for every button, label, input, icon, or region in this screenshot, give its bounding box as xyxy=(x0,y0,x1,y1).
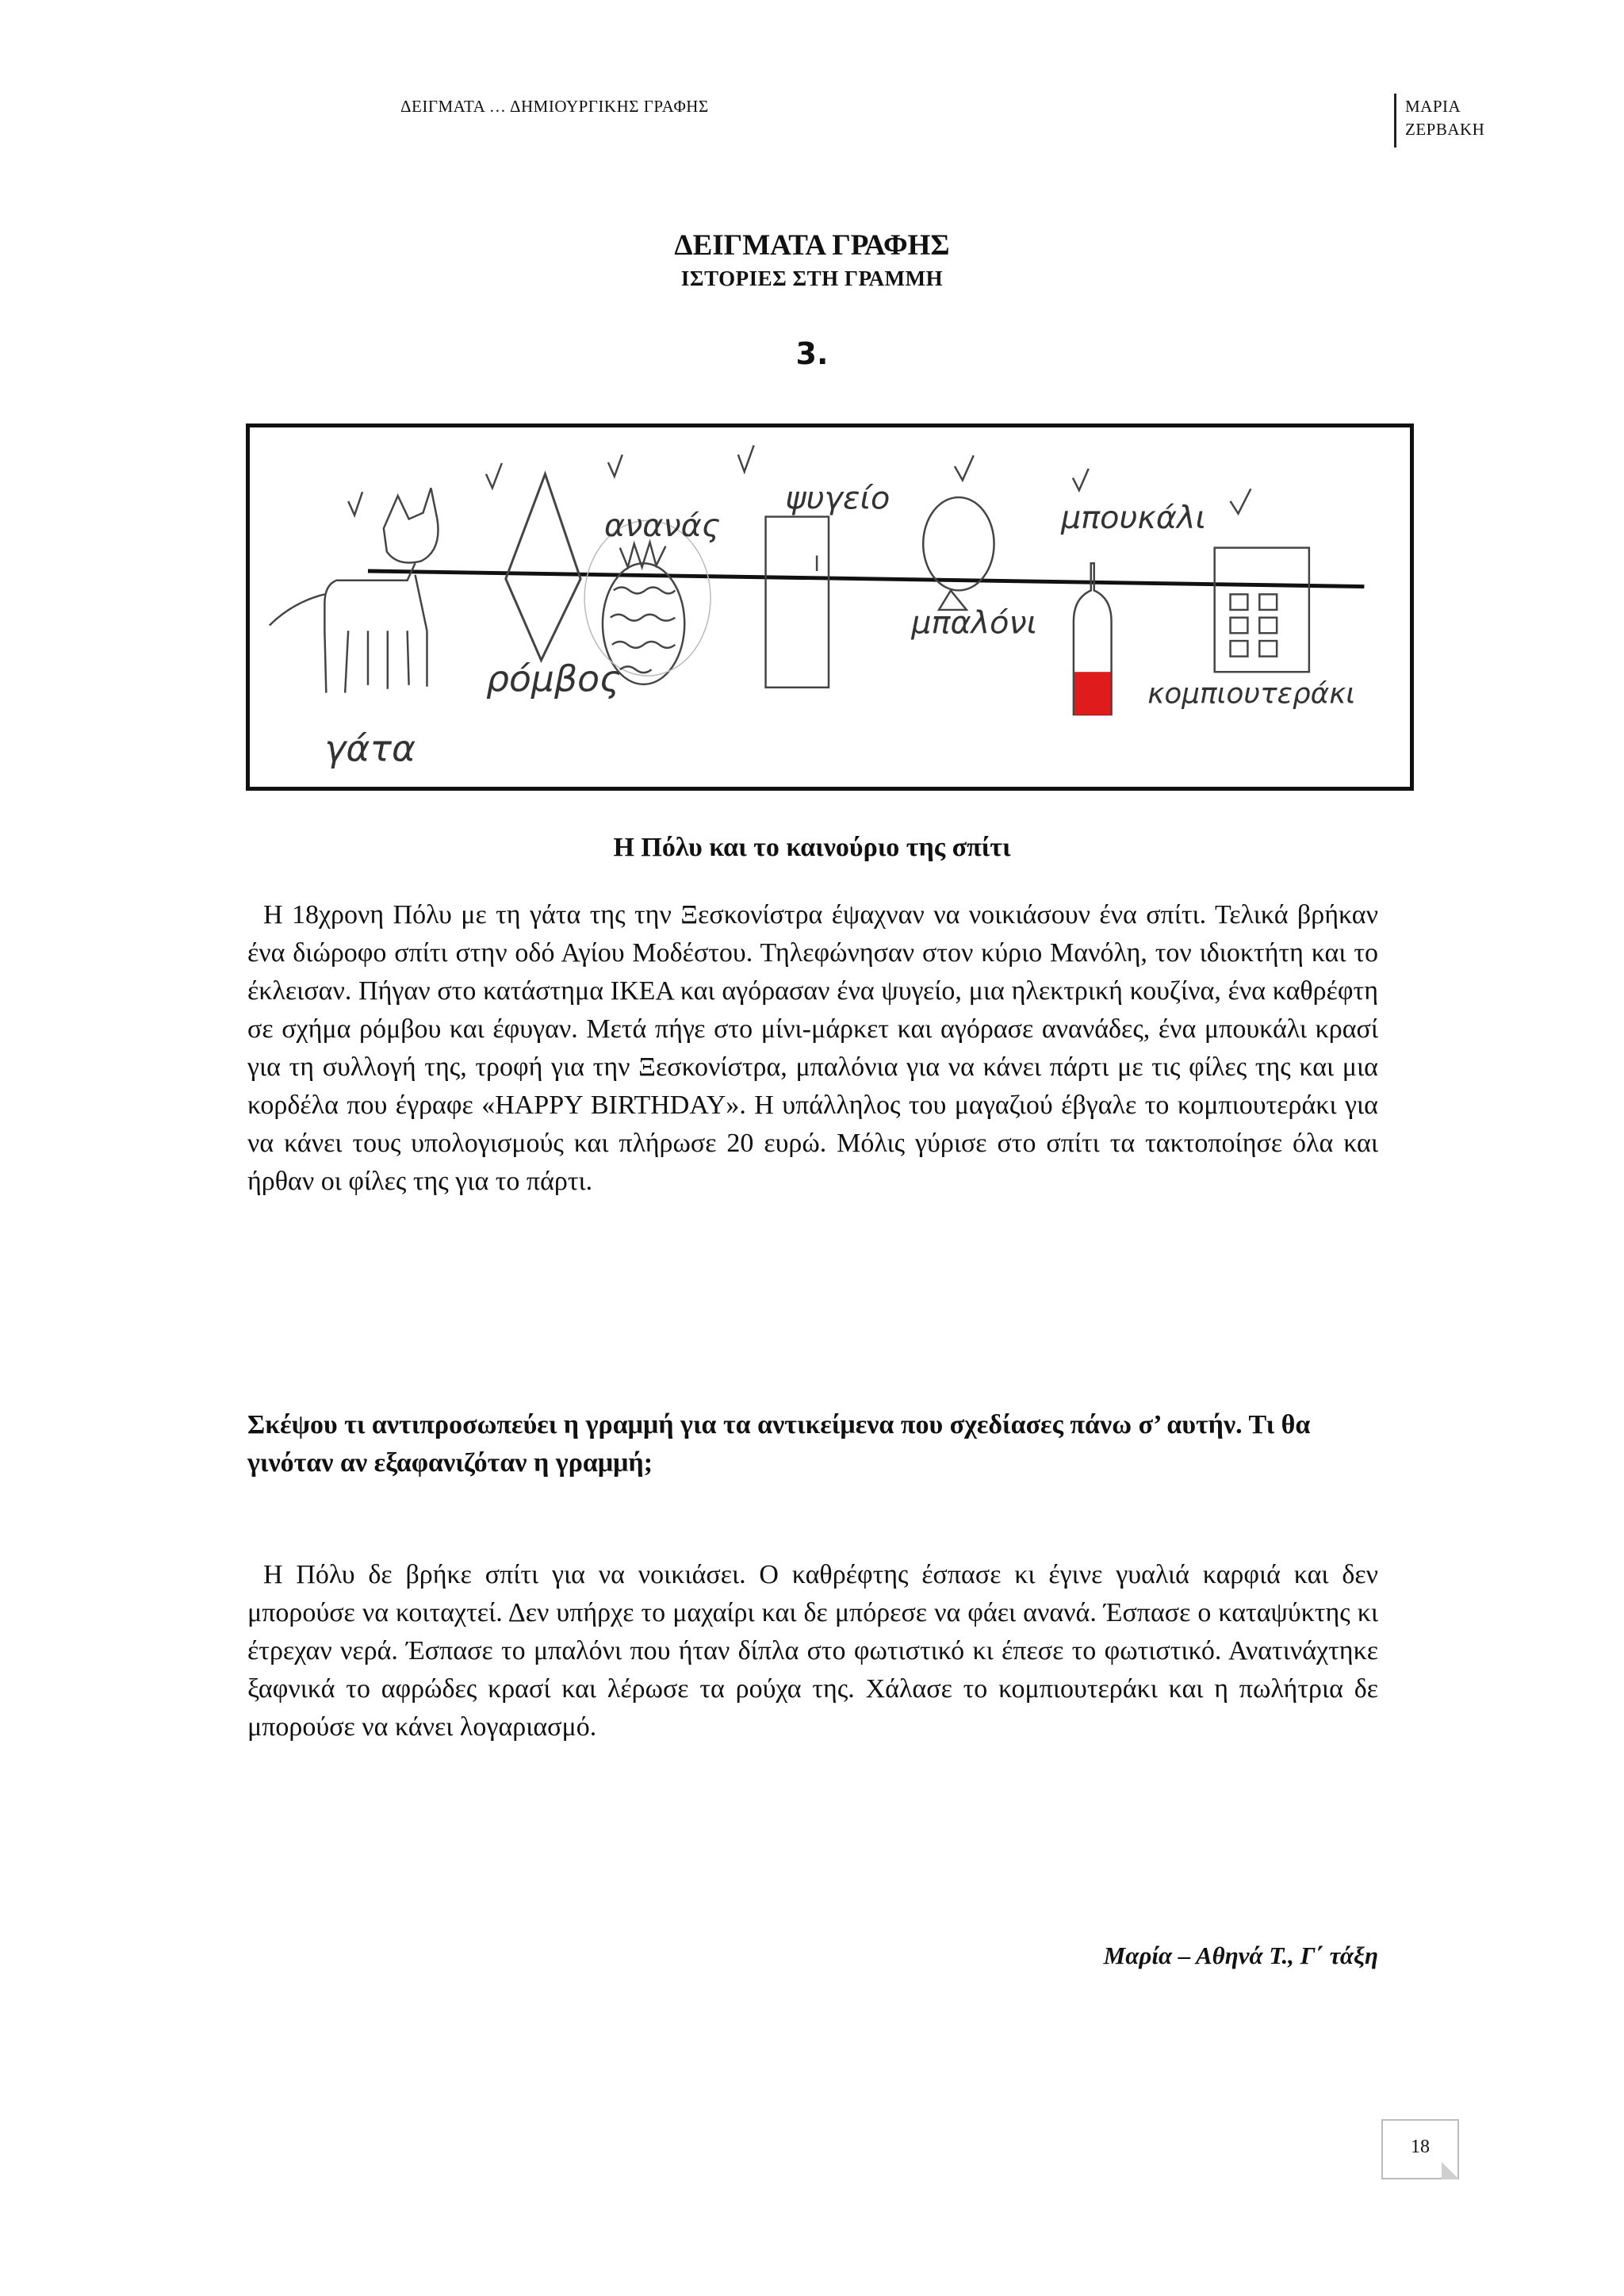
student-signature: Μαρία – Αθηνά Τ., Γ΄ τάξη xyxy=(1103,1941,1378,1969)
author-first-name: ΜΑΡΙΑ xyxy=(1405,97,1461,116)
bottle-drawing xyxy=(1074,563,1112,715)
page-number: 18 xyxy=(1411,2137,1430,2157)
cat-drawing xyxy=(270,488,439,692)
page-number-box xyxy=(1381,2119,1459,2179)
calculator-label: κομπιουτεράκι xyxy=(1147,677,1356,711)
cat-label: γάτα xyxy=(324,728,416,770)
running-header-author xyxy=(1405,95,1484,141)
rhombus-drawing xyxy=(506,474,580,661)
fridge-drawing xyxy=(766,517,829,688)
balloon-label: μπαλόνι xyxy=(911,604,1038,642)
question-text: Σκέψου τι αντιπροσωπεύει η γραμμή για τα αντικείμενα που σχεδίασες πάνω σ’ αυτήν. Τι θα γινόταν αν εξαφανιζόταν η γραμμή; xyxy=(247,1410,1311,1478)
child-drawing xyxy=(246,424,1414,791)
calculator-drawing xyxy=(1215,548,1309,673)
answer-text: Η Πόλυ δε βρήκε σπίτι για να νοικιάσει. Ο καθρέφτης έσπασε κι έγινε γυαλιά καρφιά και δεν μπορούσε να κοιταχτεί. Δεν υπήρχε το μαχαίρι και δε μπόρεσε να φάει ανανά. Έσπασε ο καταψύκτης κι έτρεχαν νερά. Έσπασε το μπαλόνι που ήταν δίπλα στο φωτιστικό κι έπεσε το φωτιστικό. Ανατινάχτηκε ξαφνικά το αφρώδες κρασί και λέρωσε τα ρούχα της. Χάλασε το κομπιουτεράκι και η πωλήτρια δε μπορούσε να κάνει λογαριασμό. xyxy=(247,1560,1378,1742)
drawing-canvas xyxy=(250,427,1410,787)
page-subtitle: ΙΣΤΟΡΙΕΣ ΣΤΗ ΓΡΑΜΜΗ xyxy=(680,266,944,290)
balloon-drawing xyxy=(923,497,994,610)
fridge-label: ψυγείο xyxy=(785,481,891,517)
pineapple-label: ανανάς xyxy=(603,508,721,544)
bottle-label: μπουκάλι xyxy=(1061,500,1207,537)
story-title: Η Πόλυ και το καινούριο της σπίτι xyxy=(613,833,1011,862)
rhombus-label: ρόμβος xyxy=(485,657,621,700)
exercise-number: 3. xyxy=(795,336,829,371)
author-last-name: ΖΕΡΒΑΚΗ xyxy=(1405,120,1485,139)
page-corner-fold xyxy=(1442,2162,1459,2179)
running-header-title: ΔΕΙΓΜΑΤΑ … ΔΗΜΙΟΥΡΓΙΚΗΣ ΓΡΑΦΗΣ xyxy=(400,97,709,116)
page-title: ΔΕΙΓΜΑΤΑ ΓΡΑΦΗΣ xyxy=(674,229,950,262)
story-text: Η 18χρονη Πόλυ με τη γάτα της την Ξεσκονίστρα έψαχναν να νοικιάσουν ένα σπίτι. Τελικά βρήκαν ένα διώροφο σπίτι στην οδό Αγίου Μοδέστου. Τηλεφώνησαν στον κύριο Μανόλη, τον ιδιοκτήτη και το έκλεισαν. Πήγαν στο κατάστημα ΙΚΕΑ και αγόρασαν ένα ψυγείο, μια ηλεκτρική κουζίνα, ένα καθρέφτη σε σχήμα ρόμβου και έφυγαν. Μετά πήγε στο μίνι-μάρκετ και αγόρασε ανανάδες, ένα μπουκάλι κρασί για τη συλλογή της, τροφή για την Ξεσκονίστρα, μπαλόνια για να κάνει πάρτι με τις φίλες της και μια κορδέλα που έγραφε «HAPPY BIRTHDAY». Η υπάλληλος του μαγαζιού έβγαλε το κομπιουτεράκι για να κάνει τους υπολογισμούς και πλήρωσε 20 ευρώ. Μόλις γύρισε στο σπίτι τα τακτοποίησε όλα και ήρθαν οι φίλες της για το πάρτι. xyxy=(247,900,1378,1196)
header-divider xyxy=(1394,94,1396,148)
